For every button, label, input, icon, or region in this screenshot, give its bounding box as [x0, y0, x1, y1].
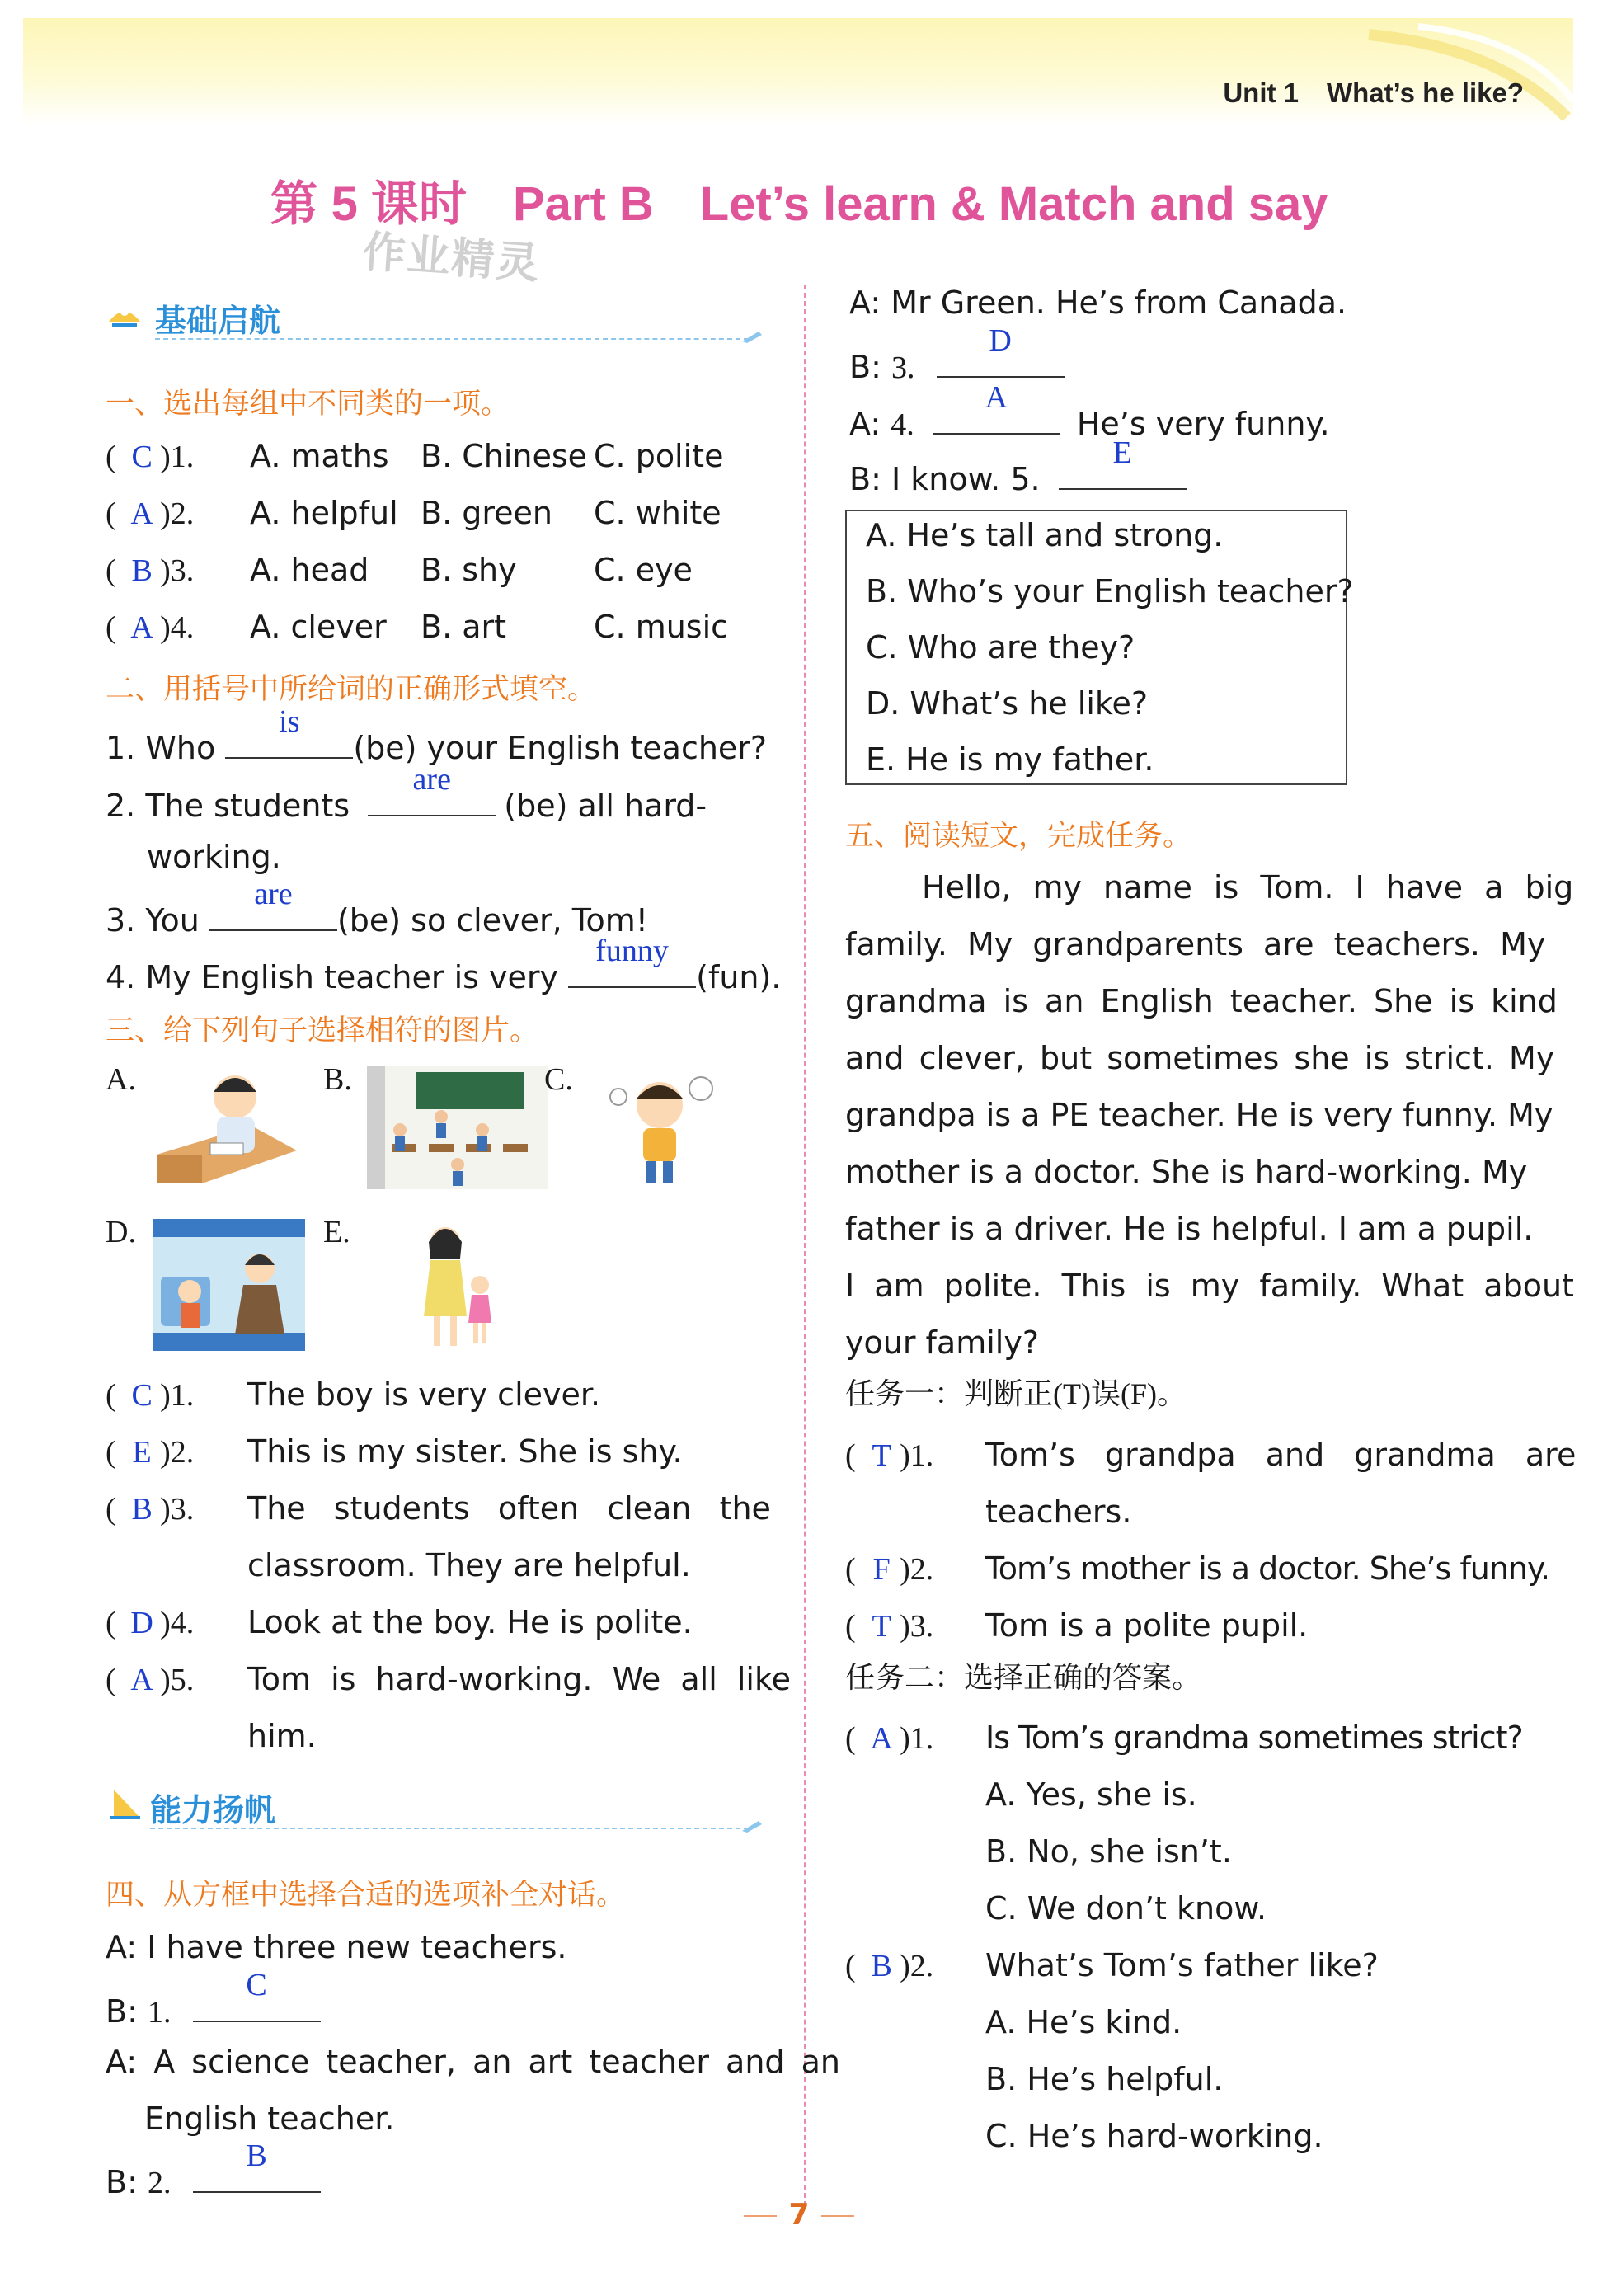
q5-task1-item-1: ( T )1. Tom’s grandpa and grandma are	[845, 1437, 1577, 1473]
lesson-number: 第 5 课时	[270, 177, 467, 231]
q1-item-2: ( A )2. A. helpful B. green C. white	[106, 495, 721, 531]
q5-task2-title: 任务二：选择正确的答案。	[845, 1661, 1202, 1694]
q5-task2-item-1-option-b: B. No, she isn’t.	[985, 1833, 1232, 1870]
picture-clever-boy	[594, 1064, 734, 1188]
q3-item-5: ( A )5. Tom is hard-working. We all like	[106, 1661, 792, 1697]
picture-boy-reading	[153, 1064, 301, 1188]
section-basic-heading: 基础启航	[155, 303, 281, 339]
q5-task1-answer-2: F	[872, 1552, 891, 1587]
unit-label: Unit 1	[1223, 78, 1299, 108]
q1-item-1: ( C )1. A. maths B. Chinese C. polite	[106, 438, 724, 474]
q5-passage-line-4: and clever, but sometimes she is strict. My	[845, 1040, 1555, 1076]
q4-blank-4: A	[933, 402, 1060, 435]
q5-task1-item-2: ( F )2. Tom’s mother is a doctor. She’s funny.	[845, 1550, 1550, 1587]
q4-dialog-3: A: A science teacher, an art teacher and an	[106, 2044, 840, 2080]
q4-title: 四、从方框中选择合适的选项补全对话。	[106, 1879, 626, 1912]
q4-dialog-3-cont: English teacher.	[144, 2101, 395, 2137]
q4-option-d: D. What’s he like?	[866, 685, 1149, 722]
q5-task2-item-2-option-b: B. He’s helpful.	[985, 2061, 1224, 2097]
q5-passage-line-9: your family?	[845, 1324, 1039, 1361]
q2-blank-1: is	[225, 726, 353, 759]
picture-students-classroom	[367, 1066, 548, 1189]
q3-label-e: E.	[323, 1215, 350, 1249]
q5-passage-line-6: mother is a doctor. She is hard-working. My	[845, 1154, 1528, 1190]
q3-label-c: C.	[544, 1062, 573, 1097]
q3-item-2: ( E )2. This is my sister. She is shy.	[106, 1433, 683, 1470]
q4-blank-3: D	[937, 345, 1065, 378]
q1-item-4: ( A )4. A. clever B. art C. music	[106, 609, 729, 645]
q5-passage-line-5: grandpa is a PE teacher. He is very funny. My	[845, 1097, 1553, 1133]
q3-item-1: ( C )1. The boy is very clever.	[106, 1376, 601, 1413]
q1-answer-4: A	[130, 610, 153, 645]
q4-option-b: B. Who’s your English teacher?	[866, 573, 1354, 609]
column-divider	[804, 285, 806, 2206]
q5-task2-item-2: ( B )2. What’s Tom’s father like?	[845, 1947, 1379, 1983]
q1-item-3: ( B )3. A. head B. shy C. eye	[106, 552, 693, 588]
lesson-part: Part B	[512, 177, 654, 231]
q4-dialog-1: A: I have three new teachers.	[106, 1929, 567, 1965]
section-ability-heading: 能力扬帆	[150, 1792, 276, 1828]
q4-dialog-8: B: I know. 5. E	[849, 457, 1187, 495]
q5-task1-item-1-cont: teachers.	[985, 1494, 1132, 1530]
q3-answer-4: D	[130, 1606, 153, 1640]
q5-task1-answer-1: T	[872, 1438, 891, 1473]
q4-dialog-2: B: 1. C	[106, 1989, 321, 2028]
q5-task2-answer-2: B	[871, 1949, 892, 1983]
unit-header	[1195, 78, 1524, 109]
q2-blank-2: are	[368, 783, 496, 816]
q3-answer-1: C	[131, 1378, 153, 1413]
sail-icon	[106, 1788, 143, 1821]
q5-title: 五、阅读短文，完成任务。	[845, 820, 1192, 853]
section-ability-rule	[150, 1828, 749, 1829]
q2-blank-4: funny	[568, 955, 696, 988]
q2-blank-3: are	[209, 898, 337, 931]
q2-title: 二、用括号中所给词的正确形式填空。	[106, 673, 597, 706]
q3-answer-5: A	[130, 1663, 153, 1697]
q4-dialog-7: A: 4. A He’s very funny.	[849, 380, 1330, 442]
q5-task2-item-1: ( A )1. Is Tom’s grandma sometimes strict?	[845, 1720, 1523, 1756]
q5-passage-line-1: Hello, my name is Tom. I have a big	[922, 869, 1574, 906]
q5-task2-item-1-option-c: C. We don’t know.	[985, 1890, 1267, 1927]
q3-label-b: B.	[323, 1062, 352, 1097]
q5-passage-line-2: family. My grandparents are teachers. My	[845, 926, 1546, 962]
q3-item-3: ( B )3. The students often clean the	[106, 1490, 771, 1527]
q1-answer-1: C	[131, 440, 153, 474]
q5-passage-line-8: I am polite. This is my family. What about	[845, 1268, 1574, 1304]
q5-passage-line-7: father is a driver. He is helpful. I am a pupil.	[845, 1211, 1534, 1247]
q4-blank-2: B	[193, 2160, 321, 2193]
picture-boy-on-bus	[153, 1219, 305, 1351]
q1-answer-2: A	[130, 496, 153, 531]
picture-shy-sister	[412, 1219, 503, 1351]
q5-task1-item-3: ( T )3. Tom is a polite pupil.	[845, 1607, 1309, 1644]
lesson-title	[0, 165, 1598, 234]
sail-boat-icon	[106, 297, 143, 330]
header-banner	[23, 18, 1573, 125]
q2-item-2-cont: working.	[147, 839, 281, 875]
q3-item-3-cont: classroom. They are helpful.	[247, 1547, 691, 1583]
q4-option-c: C. Who are they?	[866, 629, 1135, 666]
q1-answer-3: B	[131, 553, 153, 588]
section-basic-rule	[155, 338, 749, 340]
q2-item-1: 1. Who is (be) your English teacher?	[106, 704, 768, 766]
q1-title: 一、选出每组中不同类的一项。	[106, 388, 510, 421]
pencil-icon	[740, 328, 765, 345]
q3-label-a: A.	[106, 1062, 136, 1097]
q3-item-5-cont: him.	[247, 1718, 317, 1754]
q5-task2-item-2-option-a: A. He’s kind.	[985, 2004, 1182, 2040]
q5-task2-item-2-option-c: C. He’s hard-working.	[985, 2118, 1323, 2154]
q4-dialog-5: A: Mr Green. He’s from Canada.	[849, 285, 1347, 321]
q5-task2-answer-1: A	[870, 1721, 893, 1756]
q4-option-a: A. He’s tall and strong.	[866, 517, 1224, 553]
unit-title: What’s he like?	[1327, 78, 1524, 108]
q4-option-e: E. He is my father.	[866, 741, 1154, 778]
q2-item-2: 2. The students are (be) all hard-	[106, 762, 707, 824]
q3-answer-3: B	[131, 1492, 153, 1527]
q3-item-4: ( D )4. Look at the boy. He is polite.	[106, 1604, 693, 1640]
watermark: 作业精灵	[360, 227, 543, 289]
q4-blank-1: C	[193, 1989, 321, 2022]
q5-task1-title: 任务一：判断正(T)误(F)。	[845, 1377, 1187, 1410]
lesson-topic: Let’s learn & Match and say	[699, 177, 1328, 231]
q5-task1-answer-3: T	[872, 1609, 891, 1644]
q4-dialog-4: B: 2. B	[106, 2160, 321, 2199]
q3-label-d: D.	[106, 1215, 136, 1249]
page-number: 7	[0, 2198, 1598, 2232]
q3-title: 三、给下列句子选择相符的图片。	[106, 1014, 539, 1047]
q4-blank-5: E	[1059, 457, 1187, 490]
q3-answer-2: E	[132, 1435, 152, 1470]
q5-passage-line-3: grandma is an English teacher. She is kind	[845, 983, 1558, 1019]
q2-item-4: 4. My English teacher is very funny (fun).	[106, 934, 782, 995]
q2-item-3: 3. You are (be) so clever, Tom!	[106, 877, 649, 939]
banner-swoosh-decoration	[1352, 18, 1575, 125]
q5-task2-item-1-option-a: A. Yes, she is.	[985, 1776, 1197, 1813]
q4-dialog-6: B: 3. D	[849, 345, 1065, 383]
pencil-icon	[740, 1818, 765, 1834]
